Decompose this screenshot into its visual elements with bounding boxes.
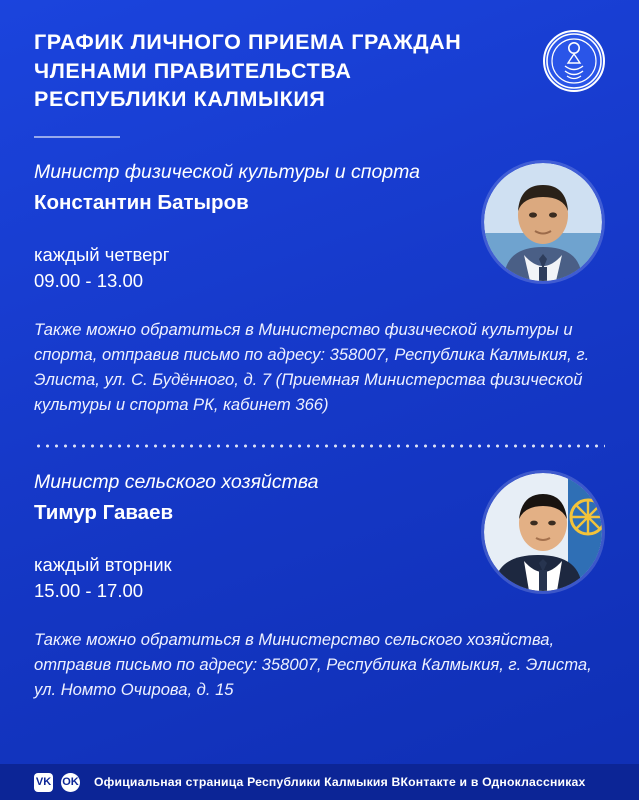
title-line-1: ГРАФИК ЛИЧНОГО ПРИЕМА ГРАЖДАН xyxy=(34,30,462,54)
entry-text-column xyxy=(34,160,481,295)
title-line-2: ЧЛЕНАМИ ПРАВИТЕЛЬСТВА xyxy=(34,58,352,83)
postal-note: Также можно обратиться в Министерство сельского хозяйства, отправив письмо по адресу: 358007, Республика Калмыкия, г. Элиста, ул. Номто Очирова, д. 15 xyxy=(34,630,592,700)
reception-schedule xyxy=(34,242,467,295)
header xyxy=(34,28,605,114)
portrait-konstantin-batyrov xyxy=(481,160,605,284)
portrait-timur-gavaev xyxy=(481,470,605,594)
entry-header xyxy=(34,470,605,605)
vk-icon[interactable]: VK xyxy=(34,773,53,792)
reception-time: 15.00 - 17.00 xyxy=(34,580,144,602)
reception-schedule xyxy=(34,552,467,605)
minister-role: Министр сельского хозяйства xyxy=(34,470,319,493)
minister-name: Тимур Гаваев xyxy=(34,501,174,525)
postal-note: Также можно обратиться в Министерство физической культуры и спорта, отправив письмо по адресу: 358007, Республика Калмыкия, г. Элиста, ул. С. Будённого, д. 7 (Приемная Министерства физической культуры и спорта РК, кабинет 366) xyxy=(34,320,590,414)
page-title xyxy=(34,28,461,114)
minister-entry-sport xyxy=(34,138,605,418)
footer-text: Официальная страница Республики Калмыкия ВКонтакте и в Одноклассниках xyxy=(94,775,586,789)
entry-text-column xyxy=(34,470,481,605)
minister-entry-agriculture xyxy=(34,448,605,703)
reception-day: каждый четверг xyxy=(34,243,170,265)
reception-time: 09.00 - 13.00 xyxy=(34,270,144,292)
footer-bar xyxy=(0,764,639,800)
coat-of-arms-kalmykia-icon xyxy=(543,30,605,92)
minister-name: Константин Батыров xyxy=(34,191,249,215)
entry-header xyxy=(34,160,605,295)
ok-icon[interactable]: OK xyxy=(61,773,80,792)
title-line-3: РЕСПУБЛИКИ КАЛМЫКИЯ xyxy=(34,87,326,112)
minister-role: Министр физической культуры и спорта xyxy=(34,160,421,183)
reception-day: каждый вторник xyxy=(34,553,172,575)
